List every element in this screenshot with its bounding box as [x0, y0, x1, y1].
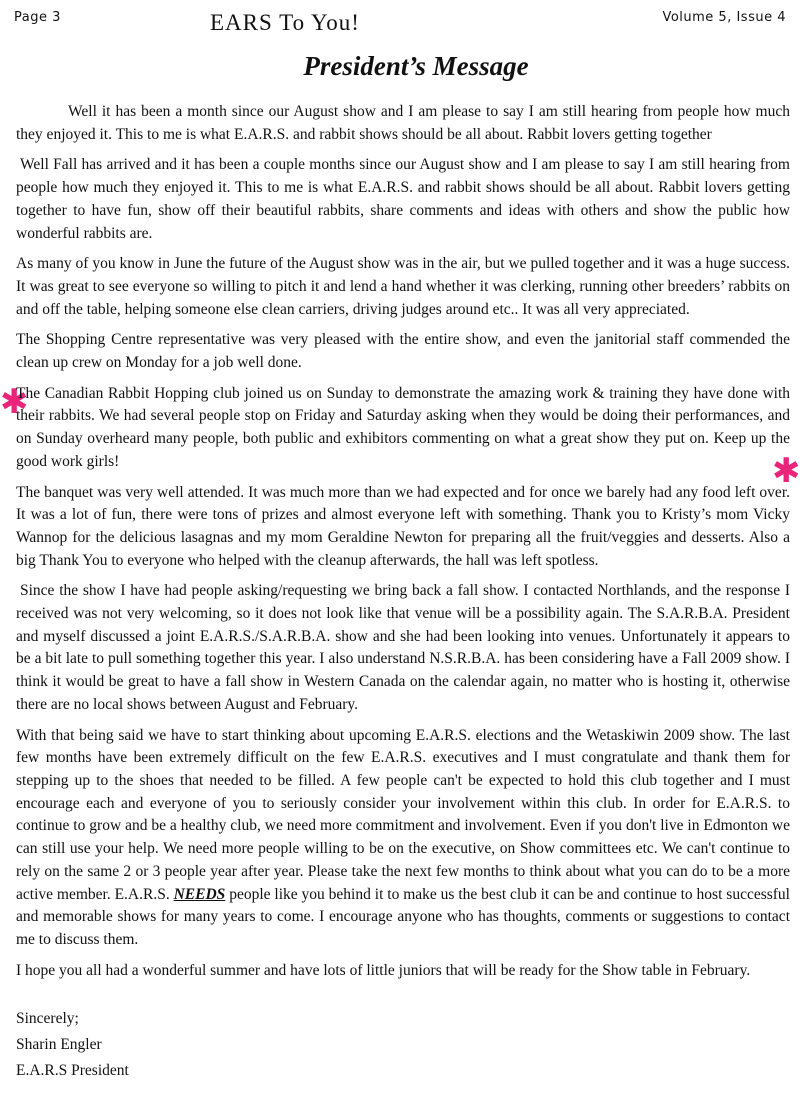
article-body — [16, 101, 790, 1086]
signoff-block — [16, 1008, 790, 1086]
elections-text-end: people like you behind it to make us the best club it can be and continue to host successful and memorable shows for many years to come. I encourage anyone who has thoughts, comments or suggestions to contact me to discuss them. — [16, 885, 790, 948]
paragraph-banquet: The banquet was very well attended. It was much more than we had expected and for once we barely had any food left over. It was a lot of fun, there were tons of prizes and almost everyone left with something. Thank you to Kristy’s mom Vicky Wannop for the delicious lasagnas and my mom Geraldine Newton for preparing all the fruit/veggies and desserts. Also a big Thank You to everyone who helped with the cleanup afterwards, the hall was left spotless. — [16, 483, 790, 569]
star-decoration-left-icon: ✱ — [0, 382, 29, 422]
needs-emphasis: NEEDS — [173, 885, 226, 903]
newsletter-title: EARS To You! — [210, 10, 360, 35]
signoff-name: Sharin Engler — [16, 1036, 102, 1054]
paragraph-intro: Well it has been a month since our August show and I am please to say I am still hearing from people how much they enjoyed it. This to me is what E.A.R.S. and rabbit shows should be all about. Rabbit lovers getting together — [16, 103, 790, 143]
signoff-salutation: Sincerely; — [16, 1010, 79, 1028]
article-title: President’s Message — [303, 51, 529, 81]
issue-label: Volume 5, Issue 4 — [662, 10, 786, 25]
star-decoration-right-icon: ✱ — [772, 451, 800, 491]
paragraph-shopping-centre: The Shopping Centre representative was very pleased with the entire show, and even the janitorial staff commended the clean up crew on Monday for a job well done. — [16, 331, 790, 372]
paragraph-fall: Well Fall has arrived and it has been a couple months since our August show and I am please to say I am still hearing from people how much they enjoyed it. This to me is what E.A.R.S. and rabbit shows should be all about. Rabbit lovers getting together to have fun, show off their beautiful rabbits, share comments and ideas with others and show the public how wonderful rabbits are. — [16, 156, 790, 242]
paragraph-closing: I hope you all had a wonderful summer and have lots of little juniors that will be ready for the Show table in February. — [16, 961, 751, 979]
paragraph-fall-show: Since the show I have had people asking/requesting we bring back a fall show. I contacted Northlands, and the response I received was not very welcoming, so it does not look like that venue will be a possibility again. The S.A.R.B.A. President and myself discussed a joint E.A.R.S./S.A.R.B.A. show and she had been looking into venues. Unfortunately it appears to be a bit late to pull something together this year. I also understand N.S.R.B.A. has been considering have a Fall 2009 show. I think it would be great to have a fall show in Western Canada on the calendar again, no matter who is hosting it, otherwise there are no local shows between August and February. — [16, 582, 790, 713]
paragraph-elections — [16, 725, 790, 952]
paragraph-august-show: As many of you know in June the future of the August show was in the air, but we pulled together and it was a huge success. It was great to see everyone so willing to pitch it and lend a hand whether it was clerking, running other breeders’ rabbits on and off the table, helping someone else clean carriers, driving judges around etc.. It was all very appreciated. — [16, 255, 790, 318]
elections-text-start: With that being said we have to start thinking about upcoming E.A.R.S. elections and the Wetaskiwin 2009 show. The last few months have been extremely difficult on the few E.A.R.S. executives and I must congratulate and thank them for stepping up to the shoes that needed to be filled. A few people can't be expected to hold this club together and I must encourage each and everyone of you to seriously consider your involvement within this club. In order for E.A.R.S. to continue to grow and be a healthy club, we need more commitment and involvement. Even if you don't live in Edmonton we can still use your help. We need more people willing to be on the executive, on Show committees etc. We can't continue to rely on the same 2 or 3 people year after year. Please take the next few months to think about what you can do to be a more active member. E.A.R.S. — [16, 726, 790, 903]
page-number: Page 3 — [14, 10, 61, 25]
paragraph-rabbit-hopping: The Canadian Rabbit Hopping club joined us on Sunday to demonstrate the amazing work & training they have done with their rabbits. We had several people stop on Friday and Saturday asking when they would be doing their performances, and on Sunday overheard many people, both public and exhibitors commenting on what a great show they put on. Keep up the good work girls! — [16, 384, 790, 470]
signoff-role: E.A.R.S President — [16, 1062, 129, 1080]
